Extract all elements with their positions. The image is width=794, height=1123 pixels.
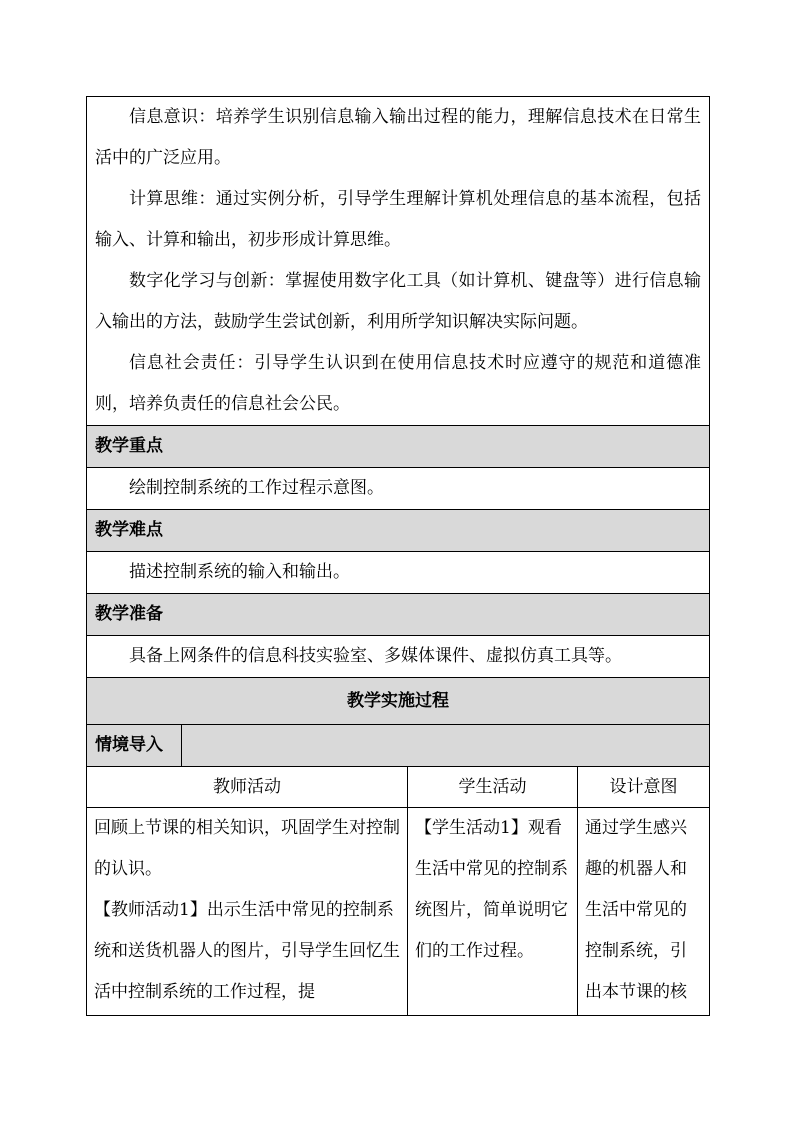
- teacher-activity-1-text: 【教师活动1】出示生活中常见的控制系统和送货机器人的图片，引导学生回忆生活中控制系统的工作过程，提: [94, 900, 400, 1002]
- stage-label-cell: [87, 725, 182, 767]
- teacher-activity-cell: [87, 808, 408, 1016]
- preparation-row: [87, 636, 710, 678]
- teacher-review-text: 回顾上节课的相关知识，巩固学生对控制的认识。: [94, 818, 400, 879]
- student-activity-cell: [408, 808, 578, 1016]
- stage-empty-cell: [182, 725, 710, 767]
- student-activity-1-text: 【学生活动1】观看生活中常见的控制系统图片，简单说明它们的工作过程。: [415, 818, 568, 961]
- literacy-cell: [87, 97, 710, 426]
- intent-column-header: 设计意图: [578, 767, 710, 808]
- stage-row: [87, 725, 710, 767]
- difficulty-row: [87, 552, 710, 594]
- process-title-cell: [87, 678, 710, 725]
- process-title-row: [87, 678, 710, 725]
- activity-row: [87, 808, 710, 1016]
- column-header-row: [87, 767, 710, 808]
- student-column-header: 学生活动: [408, 767, 578, 808]
- literacy-row: [87, 97, 710, 426]
- difficulty-header: [87, 510, 710, 552]
- lesson-plan-table: [86, 96, 710, 1016]
- preparation-header-row: [87, 594, 710, 636]
- teacher-column-header: 教师活动: [87, 767, 408, 808]
- process-title: 教学实施过程: [347, 691, 449, 711]
- difficulty-text: 描述控制系统的输入和输出。: [129, 562, 350, 582]
- literacy-social-responsibility: 信息社会责任：引导学生认识到在使用信息技术时应遵守的规范和道德准则，培养负责任的信息社会公民。: [95, 353, 701, 414]
- preparation-text: 具备上网条件的信息科技实验室、多媒体课件、虚拟仿真工具等。: [129, 646, 622, 666]
- key-point-header: [87, 426, 710, 468]
- stage-label: 情境导入: [95, 735, 163, 755]
- key-point-row: [87, 468, 710, 510]
- literacy-computational-thinking: 计算思维：通过实例分析，引导学生理解计算机处理信息的基本流程，包括输入、计算和输出，初步形成计算思维。: [95, 189, 701, 250]
- intent-cell: [578, 808, 710, 1016]
- key-point-header-row: [87, 426, 710, 468]
- key-point-text: 绘制控制系统的工作过程示意图。: [129, 478, 384, 498]
- preparation-label: 教学准备: [95, 604, 163, 624]
- literacy-information-awareness: 信息意识：培养学生识别信息输入输出过程的能力，理解信息技术在日常生活中的广泛应用。: [95, 107, 701, 168]
- preparation-header: [87, 594, 710, 636]
- difficulty-cell: [87, 552, 710, 594]
- preparation-cell: [87, 636, 710, 678]
- literacy-digital-learning: 数字化学习与创新：掌握使用数字化工具（如计算机、键盘等）进行信息输入输出的方法，鼓励学生尝试创新，利用所学知识解决实际问题。: [95, 271, 701, 332]
- key-point-cell: [87, 468, 710, 510]
- intent-text: 通过学生感兴趣的机器人和生活中常见的控制系统，引出本节课的核: [585, 818, 687, 1002]
- difficulty-label: 教学难点: [95, 520, 163, 540]
- difficulty-header-row: [87, 510, 710, 552]
- key-point-label: 教学重点: [95, 436, 163, 456]
